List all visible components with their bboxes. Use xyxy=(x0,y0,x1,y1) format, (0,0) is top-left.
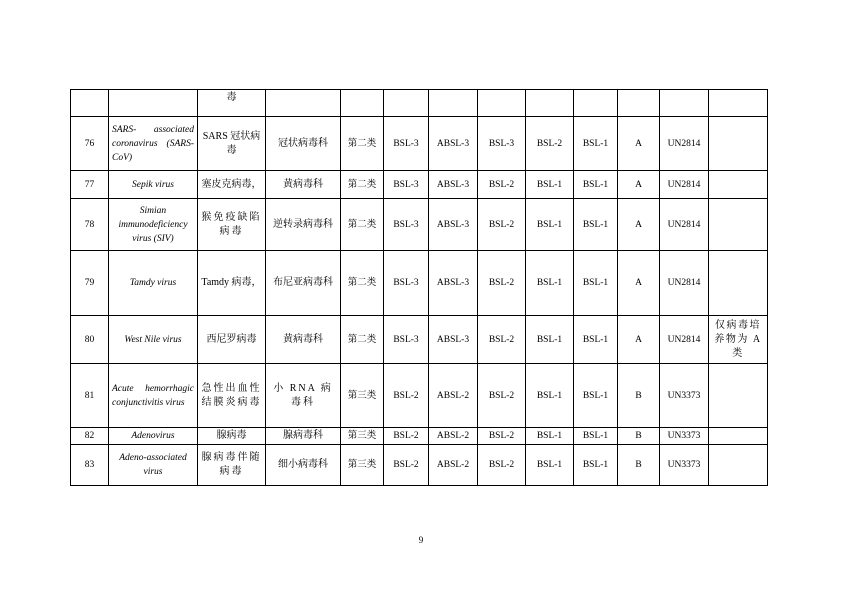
cell-c3 xyxy=(478,90,526,117)
cell-c5 xyxy=(574,90,618,117)
cell-c3: BSL-2 xyxy=(478,171,526,199)
cell-pkg: B xyxy=(618,428,660,445)
cell-c1: BSL-2 xyxy=(384,445,429,486)
cell-cn-name: 西尼罗病毒 xyxy=(198,316,266,364)
cell-c4: BSL-1 xyxy=(526,364,574,428)
table-row-continued xyxy=(71,90,768,117)
table-row xyxy=(71,171,768,199)
cell-family xyxy=(266,90,341,117)
cell-c3: BSL-2 xyxy=(478,199,526,251)
cell-c2: ABSL-3 xyxy=(429,316,478,364)
cell-family: 黄病毒科 xyxy=(266,171,341,199)
cell-un: UN2814 xyxy=(660,251,709,316)
cell-class: 第三类 xyxy=(341,445,384,486)
cell-c2: ABSL-3 xyxy=(429,117,478,171)
cell-en-name: Adeno-associated virus xyxy=(109,445,198,486)
cell-c5: BSL-1 xyxy=(574,171,618,199)
cell-c1: BSL-3 xyxy=(384,199,429,251)
cell-c2: ABSL-3 xyxy=(429,171,478,199)
cell-c5: BSL-1 xyxy=(574,199,618,251)
cell-c1 xyxy=(384,90,429,117)
cell-c1: BSL-3 xyxy=(384,316,429,364)
cell-no: 76 xyxy=(71,117,109,171)
cell-en-name: Sepik virus xyxy=(109,171,198,199)
cell-c4 xyxy=(526,90,574,117)
cell-c3: BSL-2 xyxy=(478,364,526,428)
cell-c2: ABSL-3 xyxy=(429,199,478,251)
cell-c2: ABSL-2 xyxy=(429,428,478,445)
cell-c5: BSL-1 xyxy=(574,316,618,364)
cell-c1: BSL-3 xyxy=(384,117,429,171)
page-number: 9 xyxy=(418,535,424,545)
cell-cn-name: 毒 xyxy=(198,90,266,117)
cell-note xyxy=(709,171,768,199)
cell-c4: BSL-1 xyxy=(526,316,574,364)
cell-un: UN2814 xyxy=(660,171,709,199)
cell-c5: BSL-1 xyxy=(574,364,618,428)
cell-note xyxy=(709,364,768,428)
cell-c3: BSL-2 xyxy=(478,445,526,486)
cell-no xyxy=(71,90,109,117)
cell-pkg: B xyxy=(618,364,660,428)
cell-en-name: SARS- associated coronavirus (SARS-CoV) xyxy=(109,117,198,171)
cell-no: 78 xyxy=(71,199,109,251)
cell-no: 80 xyxy=(71,316,109,364)
table-row xyxy=(71,251,768,316)
cell-class: 第二类 xyxy=(341,199,384,251)
cell-cn-name: 急性出血性结膜炎病毒 xyxy=(198,364,266,428)
cell-no: 81 xyxy=(71,364,109,428)
cell-en-name: Adenovirus xyxy=(109,428,198,445)
cell-note xyxy=(709,117,768,171)
cell-c5: BSL-1 xyxy=(574,117,618,171)
cell-en-name: West Nile virus xyxy=(109,316,198,364)
cell-c5: BSL-1 xyxy=(574,445,618,486)
cell-en-name: Tamdy virus xyxy=(109,251,198,316)
cell-c3: BSL-2 xyxy=(478,251,526,316)
cell-family: 小 RNA 病毒科 xyxy=(266,364,341,428)
cell-un: UN3373 xyxy=(660,364,709,428)
cell-un: UN3373 xyxy=(660,428,709,445)
table-row xyxy=(71,445,768,486)
cell-family: 冠状病毒科 xyxy=(266,117,341,171)
cell-c5: BSL-1 xyxy=(574,251,618,316)
table-row xyxy=(71,364,768,428)
cell-en-name: Simian immunodeficiency virus (SIV) xyxy=(109,199,198,251)
cell-family: 细小病毒科 xyxy=(266,445,341,486)
cell-c2 xyxy=(429,90,478,117)
cell-pkg: B xyxy=(618,445,660,486)
cell-pkg xyxy=(618,90,660,117)
cell-c1: BSL-2 xyxy=(384,428,429,445)
cell-c1: BSL-2 xyxy=(384,364,429,428)
cell-class: 第三类 xyxy=(341,364,384,428)
cell-un: UN2814 xyxy=(660,199,709,251)
cell-family: 腺病毒科 xyxy=(266,428,341,445)
cell-c4: BSL-1 xyxy=(526,199,574,251)
cell-no: 83 xyxy=(71,445,109,486)
cell-note xyxy=(709,90,768,117)
cell-no: 82 xyxy=(71,428,109,445)
cell-class: 第二类 xyxy=(341,171,384,199)
cell-c4: BSL-1 xyxy=(526,428,574,445)
cell-class xyxy=(341,90,384,117)
cell-c1: BSL-3 xyxy=(384,251,429,316)
cell-no: 77 xyxy=(71,171,109,199)
cell-cn-name: 腺病毒伴随病毒 xyxy=(198,445,266,486)
cell-un xyxy=(660,90,709,117)
cell-family: 布尼亚病毒科 xyxy=(266,251,341,316)
table-row xyxy=(71,316,768,364)
cell-en-name: Acute hemorrhagic conjunctivitis virus xyxy=(109,364,198,428)
cell-c4: BSL-1 xyxy=(526,251,574,316)
cell-c2: ABSL-3 xyxy=(429,251,478,316)
cell-note xyxy=(709,445,768,486)
cell-cn-name: 猴免疫缺陷病毒 xyxy=(198,199,266,251)
cell-en-name xyxy=(109,90,198,117)
cell-note: 仅病毒培养物为 A 类 xyxy=(709,316,768,364)
cell-pkg: A xyxy=(618,117,660,171)
cell-c3: BSL-2 xyxy=(478,316,526,364)
cell-pkg: A xyxy=(618,171,660,199)
table-row xyxy=(71,199,768,251)
cell-c2: ABSL-2 xyxy=(429,364,478,428)
cell-c2: ABSL-2 xyxy=(429,445,478,486)
cell-c5: BSL-1 xyxy=(574,428,618,445)
cell-family: 黄病毒科 xyxy=(266,316,341,364)
cell-pkg: A xyxy=(618,199,660,251)
cell-c4: BSL-1 xyxy=(526,445,574,486)
cell-note xyxy=(709,428,768,445)
table-row xyxy=(71,428,768,445)
cell-class: 第二类 xyxy=(341,251,384,316)
cell-class: 第三类 xyxy=(341,428,384,445)
cell-c1: BSL-3 xyxy=(384,171,429,199)
cell-cn-name: 腺病毒 xyxy=(198,428,266,445)
cell-no: 79 xyxy=(71,251,109,316)
cell-pkg: A xyxy=(618,251,660,316)
cell-cn-name: 塞皮克病毒， xyxy=(198,171,266,199)
cell-c4: BSL-2 xyxy=(526,117,574,171)
cell-c4: BSL-1 xyxy=(526,171,574,199)
cell-un: UN2814 xyxy=(660,117,709,171)
cell-note xyxy=(709,251,768,316)
cell-family: 逆转录病毒科 xyxy=(266,199,341,251)
cell-un: UN2814 xyxy=(660,316,709,364)
pathogen-table xyxy=(70,89,768,486)
cell-cn-name: Tamdy 病毒， xyxy=(198,251,266,316)
cell-class: 第二类 xyxy=(341,316,384,364)
cell-class: 第二类 xyxy=(341,117,384,171)
cell-note xyxy=(709,199,768,251)
cell-c3: BSL-3 xyxy=(478,117,526,171)
cell-pkg: A xyxy=(618,316,660,364)
cell-cn-name: SARS 冠状病毒 xyxy=(198,117,266,171)
cell-c3: BSL-2 xyxy=(478,428,526,445)
cell-un: UN3373 xyxy=(660,445,709,486)
table-row xyxy=(71,117,768,171)
